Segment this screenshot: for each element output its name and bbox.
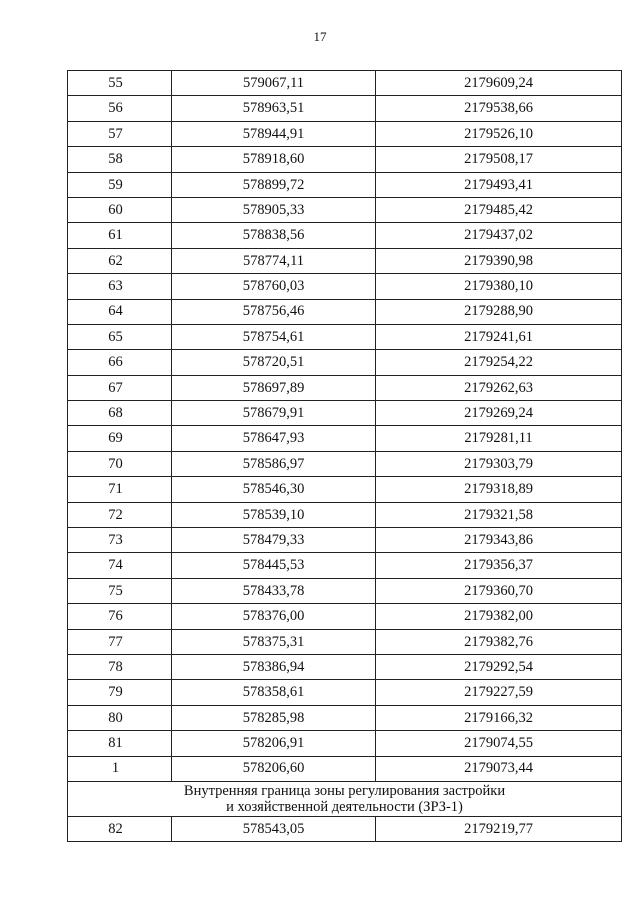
table-row <box>68 477 622 502</box>
table-row <box>68 401 622 426</box>
y-coordinate-cell: 2179538,66 <box>376 96 622 121</box>
table-row <box>68 680 622 705</box>
y-coordinate-cell: 2179303,79 <box>376 451 622 476</box>
table-row <box>68 705 622 730</box>
section-title-line-2: и хозяйственной деятельности (ЗРЗ-1) <box>226 798 463 815</box>
table-row <box>68 223 622 248</box>
x-coordinate-cell: 578376,00 <box>172 604 376 629</box>
table-row <box>68 528 622 553</box>
coordinates-table <box>67 70 622 842</box>
x-coordinate-cell: 578720,51 <box>172 350 376 375</box>
table-row <box>68 375 622 400</box>
x-coordinate-cell: 578445,53 <box>172 553 376 578</box>
point-number-cell: 82 <box>68 816 172 841</box>
table-row <box>68 71 622 96</box>
x-coordinate-cell: 578206,91 <box>172 731 376 756</box>
x-coordinate-cell: 578206,60 <box>172 756 376 781</box>
point-number-cell: 70 <box>68 451 172 476</box>
section-title-line-1: Внутренняя граница зоны регулирования застройки <box>183 782 506 799</box>
table-row <box>68 350 622 375</box>
y-coordinate-cell: 2179437,02 <box>376 223 622 248</box>
y-coordinate-cell: 2179382,76 <box>376 629 622 654</box>
y-coordinate-cell: 2179609,24 <box>376 71 622 96</box>
coordinates-table-body-bottom <box>68 816 622 841</box>
x-coordinate-cell: 578479,33 <box>172 528 376 553</box>
x-coordinate-cell: 578375,31 <box>172 629 376 654</box>
page-number: 17 <box>313 29 327 44</box>
point-number-cell: 73 <box>68 528 172 553</box>
y-coordinate-cell: 2179241,61 <box>376 324 622 349</box>
point-number-cell: 63 <box>68 274 172 299</box>
point-number-cell: 68 <box>68 401 172 426</box>
y-coordinate-cell: 2179219,77 <box>376 816 622 841</box>
point-number-cell: 1 <box>68 756 172 781</box>
point-number-cell: 56 <box>68 96 172 121</box>
point-number-cell: 66 <box>68 350 172 375</box>
table-row <box>68 172 622 197</box>
y-coordinate-cell: 2179281,11 <box>376 426 622 451</box>
table-row <box>68 553 622 578</box>
x-coordinate-cell: 578697,89 <box>172 375 376 400</box>
point-number-cell: 58 <box>68 147 172 172</box>
x-coordinate-cell: 578754,61 <box>172 324 376 349</box>
table-row <box>68 654 622 679</box>
x-coordinate-cell: 578543,05 <box>172 816 376 841</box>
table-row <box>68 121 622 146</box>
y-coordinate-cell: 2179166,32 <box>376 705 622 730</box>
table-row <box>68 604 622 629</box>
point-number-cell: 62 <box>68 248 172 273</box>
point-number-cell: 59 <box>68 172 172 197</box>
y-coordinate-cell: 2179318,89 <box>376 477 622 502</box>
x-coordinate-cell: 578679,91 <box>172 401 376 426</box>
point-number-cell: 80 <box>68 705 172 730</box>
x-coordinate-cell: 579067,11 <box>172 71 376 96</box>
section-header-cell <box>68 781 622 816</box>
point-number-cell: 79 <box>68 680 172 705</box>
point-number-cell: 81 <box>68 731 172 756</box>
y-coordinate-cell: 2179508,17 <box>376 147 622 172</box>
table-row <box>68 248 622 273</box>
x-coordinate-cell: 578647,93 <box>172 426 376 451</box>
point-number-cell: 57 <box>68 121 172 146</box>
table-row <box>68 197 622 222</box>
table-row <box>68 756 622 781</box>
table-row <box>68 731 622 756</box>
y-coordinate-cell: 2179343,86 <box>376 528 622 553</box>
x-coordinate-cell: 578756,46 <box>172 299 376 324</box>
y-coordinate-cell: 2179485,42 <box>376 197 622 222</box>
y-coordinate-cell: 2179288,90 <box>376 299 622 324</box>
table-row <box>68 578 622 603</box>
x-coordinate-cell: 578546,30 <box>172 477 376 502</box>
y-coordinate-cell: 2179254,22 <box>376 350 622 375</box>
y-coordinate-cell: 2179073,44 <box>376 756 622 781</box>
y-coordinate-cell: 2179526,10 <box>376 121 622 146</box>
table-row <box>68 299 622 324</box>
x-coordinate-cell: 578838,56 <box>172 223 376 248</box>
table-row <box>68 274 622 299</box>
table-row <box>68 426 622 451</box>
point-number-cell: 61 <box>68 223 172 248</box>
y-coordinate-cell: 2179262,63 <box>376 375 622 400</box>
table-row <box>68 147 622 172</box>
point-number-cell: 72 <box>68 502 172 527</box>
y-coordinate-cell: 2179360,70 <box>376 578 622 603</box>
x-coordinate-cell: 578774,11 <box>172 248 376 273</box>
x-coordinate-cell: 578905,33 <box>172 197 376 222</box>
table-row <box>68 816 622 841</box>
x-coordinate-cell: 578760,03 <box>172 274 376 299</box>
y-coordinate-cell: 2179227,59 <box>376 680 622 705</box>
table-row <box>68 324 622 349</box>
x-coordinate-cell: 578285,98 <box>172 705 376 730</box>
y-coordinate-cell: 2179380,10 <box>376 274 622 299</box>
point-number-cell: 78 <box>68 654 172 679</box>
point-number-cell: 71 <box>68 477 172 502</box>
table-row <box>68 502 622 527</box>
y-coordinate-cell: 2179382,00 <box>376 604 622 629</box>
table-row <box>68 451 622 476</box>
point-number-cell: 67 <box>68 375 172 400</box>
point-number-cell: 76 <box>68 604 172 629</box>
point-number-cell: 60 <box>68 197 172 222</box>
section-header-body <box>68 781 622 816</box>
table-row <box>68 96 622 121</box>
coordinates-table-body-top <box>68 71 622 782</box>
x-coordinate-cell: 578539,10 <box>172 502 376 527</box>
y-coordinate-cell: 2179292,54 <box>376 654 622 679</box>
x-coordinate-cell: 578358,61 <box>172 680 376 705</box>
y-coordinate-cell: 2179390,98 <box>376 248 622 273</box>
point-number-cell: 69 <box>68 426 172 451</box>
x-coordinate-cell: 578944,91 <box>172 121 376 146</box>
table-row <box>68 629 622 654</box>
x-coordinate-cell: 578433,78 <box>172 578 376 603</box>
x-coordinate-cell: 578386,94 <box>172 654 376 679</box>
y-coordinate-cell: 2179321,58 <box>376 502 622 527</box>
x-coordinate-cell: 578918,60 <box>172 147 376 172</box>
x-coordinate-cell: 578963,51 <box>172 96 376 121</box>
point-number-cell: 74 <box>68 553 172 578</box>
section-header-row <box>68 781 622 816</box>
x-coordinate-cell: 578586,97 <box>172 451 376 476</box>
point-number-cell: 64 <box>68 299 172 324</box>
y-coordinate-cell: 2179356,37 <box>376 553 622 578</box>
point-number-cell: 55 <box>68 71 172 96</box>
point-number-cell: 77 <box>68 629 172 654</box>
y-coordinate-cell: 2179074,55 <box>376 731 622 756</box>
y-coordinate-cell: 2179269,24 <box>376 401 622 426</box>
point-number-cell: 65 <box>68 324 172 349</box>
x-coordinate-cell: 578899,72 <box>172 172 376 197</box>
point-number-cell: 75 <box>68 578 172 603</box>
y-coordinate-cell: 2179493,41 <box>376 172 622 197</box>
